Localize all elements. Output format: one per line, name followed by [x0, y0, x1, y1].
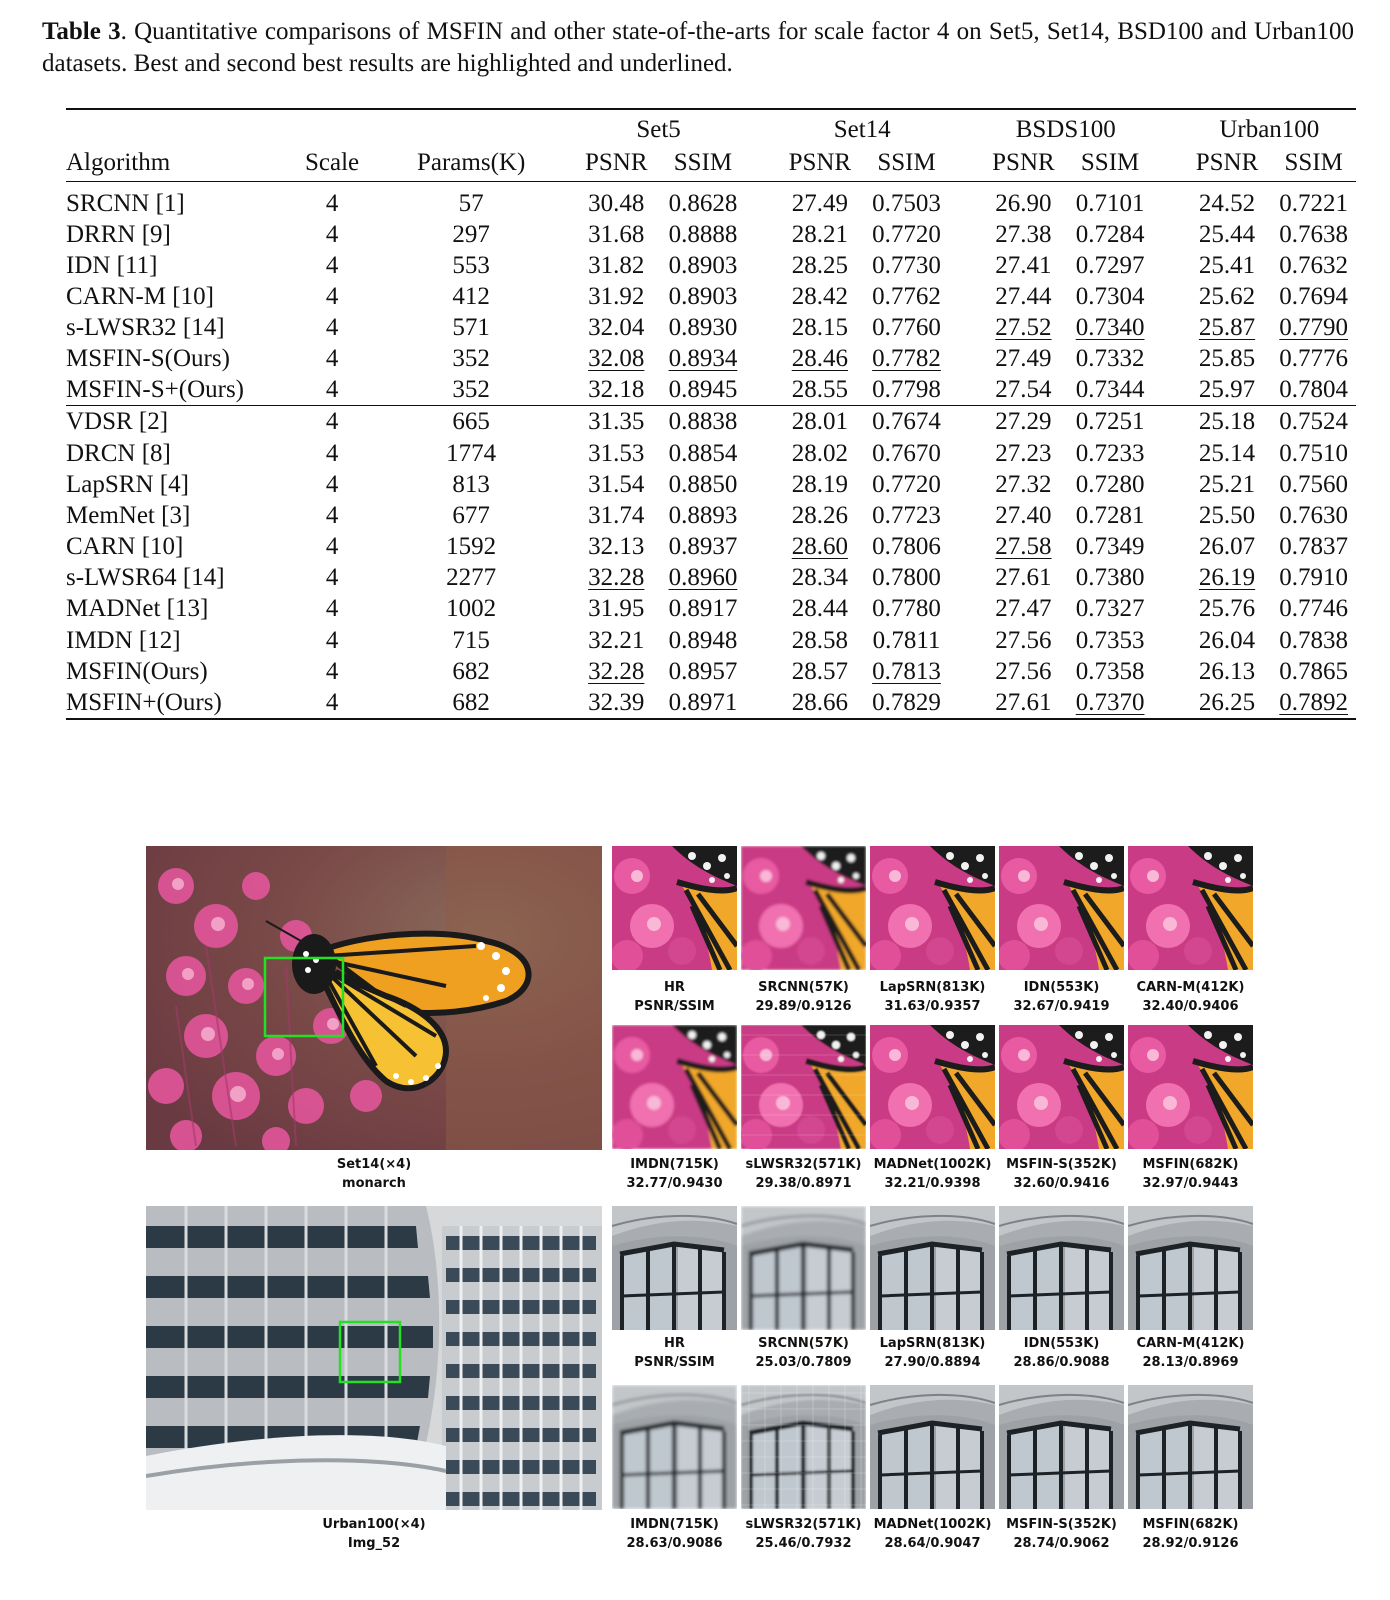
- scale-cell: 4: [325, 376, 339, 404]
- ssim-header: SSIM: [877, 149, 936, 177]
- psnr-cell: 25.41: [1198, 251, 1256, 279]
- psnr-cell: 25.18: [1183, 406, 1272, 438]
- scale-cell: 4: [325, 688, 339, 716]
- ssim-cell: 0.7380: [1075, 564, 1145, 592]
- ssim-cell: 0.7838: [1279, 626, 1349, 654]
- ssim-cell: 0.7720: [872, 470, 941, 498]
- psnr-cell: 26.04: [1198, 626, 1256, 654]
- method-label: HR: [664, 1336, 685, 1351]
- algorithm-cell: CARN-M [10]: [66, 282, 214, 310]
- crop-label: [1116, 978, 1265, 1016]
- psnr-cell: 27.32: [995, 470, 1052, 498]
- ssim-cell: 0.7670: [872, 439, 941, 467]
- score-label: 28.64/0.9047: [884, 1536, 981, 1551]
- ssim-cell: 0.7353: [1075, 626, 1145, 654]
- ssim-cell: 0.7332: [1075, 345, 1145, 373]
- psnr-cell: 27.56: [995, 626, 1052, 654]
- psnr-header: PSNR: [1195, 149, 1259, 177]
- score-label: 29.38/0.8971: [755, 1176, 852, 1191]
- psnr-cell: 24.52: [1198, 189, 1256, 217]
- method-label: IDN(553K): [1023, 980, 1100, 995]
- ssim-cell: 0.7694: [1279, 282, 1349, 310]
- table-label: Table 3: [42, 18, 121, 45]
- scale-cell: 4: [325, 314, 339, 342]
- ssim-cell: 0.8930: [668, 314, 738, 342]
- params-cell: 571: [452, 314, 490, 342]
- method-label: MSFIN(682K): [1142, 1517, 1239, 1532]
- scale-cell: 4: [325, 470, 339, 498]
- psnr-cell: 28.25: [791, 251, 848, 279]
- ssim-header: SSIM: [1080, 149, 1140, 177]
- crop-label: [600, 1515, 749, 1553]
- crop-image: [741, 1025, 866, 1149]
- algorithm-cell: MADNet [13]: [66, 595, 209, 623]
- ssim-cell: 0.7790: [1279, 314, 1349, 342]
- psnr-cell: 28.55: [791, 376, 848, 404]
- crop-image: [870, 1206, 995, 1330]
- psnr-cell: 32.28: [588, 564, 645, 592]
- ssim-cell: 0.7837: [1279, 533, 1349, 561]
- params-cell: 1774: [446, 439, 497, 467]
- crop-label: [729, 978, 878, 1016]
- algorithm-cell: CARN [10]: [66, 533, 184, 561]
- ssim-cell: 0.8945: [668, 376, 738, 404]
- dataset-header: Set5: [636, 116, 681, 143]
- method-label: IMDN(715K): [630, 1517, 719, 1532]
- crop-image: [999, 1025, 1124, 1149]
- crop-image: [1128, 846, 1253, 970]
- crop-image: [870, 1385, 995, 1509]
- params-cell: 665: [370, 406, 572, 438]
- psnr-cell: 32.18: [588, 376, 645, 404]
- crop-label: [858, 1515, 1007, 1553]
- ssim-cell: 0.8903: [668, 282, 738, 310]
- scale-cell: 4: [325, 626, 339, 654]
- psnr-cell: 28.60: [791, 533, 848, 561]
- psnr-cell: 27.58: [995, 533, 1052, 561]
- ssim-header: SSIM: [1284, 149, 1343, 177]
- crop-image: [612, 1206, 737, 1330]
- score-label: 28.92/0.9126: [1142, 1536, 1239, 1551]
- score-label: 32.67/0.9419: [1013, 999, 1110, 1014]
- psnr-cell: 31.95: [588, 595, 645, 623]
- ssim-cell: 0.7760: [872, 314, 941, 342]
- psnr-cell: 28.02: [791, 439, 848, 467]
- psnr-cell: 28.66: [791, 688, 848, 716]
- score-label: 32.97/0.9443: [1142, 1176, 1239, 1191]
- crop-label: [858, 1334, 1007, 1372]
- psnr-cell: 31.68: [588, 220, 645, 248]
- crop-image: [612, 846, 737, 970]
- psnr-cell: 32.28: [588, 657, 645, 685]
- ssim-cell: 0.8937: [668, 533, 738, 561]
- method-label: LapSRN(813K): [879, 1336, 986, 1351]
- ssim-cell: 0.8960: [668, 564, 738, 592]
- params-cell: 57: [458, 189, 484, 217]
- score-label: 28.63/0.9086: [626, 1536, 723, 1551]
- crop-label: [987, 1334, 1136, 1372]
- psnr-cell: 25.44: [1198, 220, 1256, 248]
- butterfly-photo: [146, 846, 602, 1150]
- algorithm-cell: MSFIN-S(Ours): [66, 345, 230, 373]
- method-label: SRCNN(57K): [758, 980, 849, 995]
- ssim-cell: 0.7806: [872, 533, 941, 561]
- crop-label: [729, 1515, 878, 1553]
- psnr-cell: 26.19: [1198, 564, 1256, 592]
- algorithm-header: Algorithm: [66, 149, 171, 177]
- psnr-cell: 27.52: [995, 314, 1052, 342]
- psnr-cell: 31.54: [588, 470, 645, 498]
- psnr-cell: 27.47: [995, 595, 1052, 623]
- algorithm-cell: s-LWSR64 [14]: [66, 564, 225, 592]
- psnr-cell: 27.29: [979, 406, 1068, 438]
- crop-image: [612, 1385, 737, 1509]
- psnr-cell: 28.57: [791, 657, 848, 685]
- method-label: MSFIN(682K): [1142, 1157, 1239, 1172]
- method-label: CARN-M(412K): [1136, 980, 1245, 995]
- crop-image: [999, 1385, 1124, 1509]
- psnr-cell: 25.50: [1198, 501, 1256, 529]
- params-cell: 412: [452, 282, 490, 310]
- crop-label: [1116, 1334, 1265, 1372]
- ssim-cell: 0.7297: [1075, 251, 1145, 279]
- params-cell: 297: [452, 220, 490, 248]
- psnr-header: PSNR: [584, 149, 648, 177]
- dataset-header: BSDS100: [1015, 116, 1116, 143]
- psnr-cell: 28.42: [791, 282, 848, 310]
- psnr-cell: 28.19: [791, 470, 848, 498]
- psnr-cell: 28.21: [791, 220, 848, 248]
- params-cell: 352: [452, 376, 490, 404]
- ssim-cell: 0.7221: [1279, 189, 1349, 217]
- crop-image: [741, 846, 866, 970]
- crop-label: [729, 1334, 878, 1372]
- psnr-cell: 28.44: [791, 595, 848, 623]
- psnr-cell: 27.49: [995, 345, 1052, 373]
- psnr-header: PSNR: [992, 149, 1055, 177]
- crop-label: [987, 1155, 1136, 1193]
- crop-image: [999, 1206, 1124, 1330]
- ssim-cell: 0.7344: [1075, 376, 1145, 404]
- psnr-cell: 32.04: [588, 314, 645, 342]
- ssim-cell: 0.8948: [668, 626, 738, 654]
- algorithm-cell: DRRN [9]: [66, 220, 171, 248]
- ssim-cell: 0.7762: [872, 282, 941, 310]
- psnr-cell: 28.15: [791, 314, 848, 342]
- ssim-cell: 0.7800: [872, 564, 941, 592]
- psnr-cell: 27.44: [995, 282, 1052, 310]
- ssim-cell: 0.7370: [1075, 688, 1145, 716]
- algorithm-cell: DRCN [8]: [66, 439, 171, 467]
- method-label: sLWSR32(571K): [745, 1517, 862, 1532]
- params-header: Params(K): [416, 149, 526, 177]
- ssim-cell: 0.7780: [872, 595, 941, 623]
- method-label: MSFIN-S(352K): [1006, 1157, 1117, 1172]
- crop-label: [600, 1334, 749, 1372]
- psnr-cell: 31.92: [588, 282, 645, 310]
- psnr-cell: 27.38: [995, 220, 1052, 248]
- score-label: PSNR/SSIM: [634, 999, 715, 1014]
- crop-image: [1128, 1385, 1253, 1509]
- psnr-cell: 32.08: [588, 345, 645, 373]
- ssim-cell: 0.7503: [872, 189, 941, 217]
- scale-cell: 4: [325, 564, 339, 592]
- algorithm-cell: MSFIN(Ours): [66, 657, 208, 685]
- psnr-cell: 31.74: [588, 501, 645, 529]
- psnr-cell: 32.21: [588, 626, 645, 654]
- psnr-cell: 26.90: [995, 189, 1052, 217]
- psnr-header: PSNR: [788, 149, 852, 177]
- score-label: 32.60/0.9416: [1013, 1176, 1110, 1191]
- score-label: 28.74/0.9062: [1013, 1536, 1110, 1551]
- ssim-cell: 0.8893: [668, 501, 738, 529]
- crop-label: [858, 1155, 1007, 1193]
- crop-label: [1116, 1515, 1265, 1553]
- scale-header: Scale: [304, 149, 360, 177]
- psnr-cell: 27.61: [995, 564, 1052, 592]
- crop-label: [858, 978, 1007, 1016]
- ssim-cell: 0.7723: [872, 501, 941, 529]
- psnr-cell: 31.53: [588, 439, 645, 467]
- dataset-header: Set14: [833, 116, 891, 143]
- ssim-cell: 0.7811: [872, 626, 941, 654]
- urban-image: [146, 1206, 602, 1510]
- ssim-cell: 0.8971: [668, 688, 738, 716]
- psnr-cell: 27.41: [995, 251, 1052, 279]
- psnr-cell: 28.26: [791, 501, 848, 529]
- algorithm-cell: MSFIN-S+(Ours): [66, 376, 245, 404]
- crop-image: [870, 846, 995, 970]
- caption-text: . Quantitative comparisons of MSFIN and other state-of-the-arts for scale factor 4 on Set5, Set14, BSD100 and Urban100 datasets. Best and second best results are highlighted and underlined.: [42, 18, 1354, 77]
- score-label: 32.40/0.9406: [1142, 999, 1239, 1014]
- params-cell: 1002: [446, 595, 497, 623]
- method-label: HR: [664, 980, 685, 995]
- ssim-cell: 0.7340: [1075, 314, 1145, 342]
- image-name-label: monarch: [342, 1176, 406, 1191]
- ssim-cell: 0.7776: [1279, 345, 1349, 373]
- psnr-cell: 25.14: [1198, 439, 1256, 467]
- psnr-cell: 32.39: [588, 688, 645, 716]
- params-cell: 715: [452, 626, 490, 654]
- score-label: 28.13/0.8969: [1142, 1355, 1239, 1370]
- method-label: IMDN(715K): [630, 1157, 719, 1172]
- ssim-cell: 0.7284: [1075, 220, 1145, 248]
- ssim-cell: 0.7524: [1271, 406, 1356, 438]
- ssim-cell: 0.7304: [1075, 282, 1145, 310]
- score-label: 25.03/0.7809: [755, 1355, 852, 1370]
- scale-cell: 4: [294, 406, 371, 438]
- ssim-cell: 0.7746: [1279, 595, 1349, 623]
- params-cell: 553: [452, 251, 490, 279]
- algorithm-cell: IMDN [12]: [66, 626, 181, 654]
- psnr-cell: 27.61: [995, 688, 1052, 716]
- method-label: CARN-M(412K): [1136, 1336, 1245, 1351]
- crop-label: [729, 1155, 878, 1193]
- ssim-cell: 0.7730: [872, 251, 941, 279]
- scale-cell: 4: [325, 595, 339, 623]
- algorithm-cell: LapSRN [4]: [66, 470, 189, 498]
- ssim-cell: 0.7782: [872, 345, 941, 373]
- params-cell: 1592: [446, 533, 497, 561]
- method-label: SRCNN(57K): [758, 1336, 849, 1351]
- ssim-cell: 0.7813: [872, 657, 941, 685]
- scale-cell: 4: [325, 439, 339, 467]
- crop-image: [741, 1206, 866, 1330]
- psnr-cell: 26.13: [1198, 657, 1256, 685]
- ssim-cell: 0.7280: [1075, 470, 1145, 498]
- psnr-cell: 28.46: [791, 345, 848, 373]
- psnr-cell: 31.82: [588, 251, 645, 279]
- scale-cell: 4: [325, 345, 339, 373]
- method-label: MADNet(1002K): [873, 1157, 992, 1172]
- method-label: MSFIN-S(352K): [1006, 1517, 1117, 1532]
- crop-label: [600, 978, 749, 1016]
- psnr-cell: 27.56: [995, 657, 1052, 685]
- building-photo: [146, 1206, 602, 1510]
- algorithm-cell: SRCNN [1]: [66, 189, 185, 217]
- scale-cell: 4: [325, 251, 339, 279]
- ssim-cell: 0.8957: [668, 657, 738, 685]
- score-label: 32.21/0.9398: [884, 1176, 981, 1191]
- ssim-cell: 0.8903: [668, 251, 738, 279]
- ssim-cell: 0.7630: [1279, 501, 1349, 529]
- scale-cell: 4: [325, 501, 339, 529]
- score-label: 29.89/0.9126: [755, 999, 852, 1014]
- psnr-cell: 26.07: [1198, 533, 1256, 561]
- method-label: sLWSR32(571K): [745, 1157, 862, 1172]
- psnr-cell: 30.48: [588, 189, 645, 217]
- ssim-cell: 0.7638: [1279, 220, 1349, 248]
- crop-image: [1128, 1206, 1253, 1330]
- params-cell: 682: [452, 688, 490, 716]
- scale-cell: 4: [325, 220, 339, 248]
- crop-image: [999, 846, 1124, 970]
- method-label: MADNet(1002K): [873, 1517, 992, 1532]
- score-label: 31.63/0.9357: [884, 999, 981, 1014]
- ssim-cell: 0.7804: [1279, 376, 1349, 404]
- scale-cell: 4: [325, 533, 339, 561]
- score-label: 25.46/0.7932: [755, 1536, 852, 1551]
- scale-cell: 4: [325, 282, 339, 310]
- psnr-cell: 25.21: [1198, 470, 1256, 498]
- ssim-cell: 0.8850: [668, 470, 738, 498]
- ssim-cell: 0.7798: [872, 376, 941, 404]
- ssim-cell: 0.8888: [668, 220, 738, 248]
- scale-cell: 4: [325, 189, 339, 217]
- psnr-cell: 27.54: [995, 376, 1052, 404]
- ssim-cell: 0.7101: [1075, 189, 1145, 217]
- params-cell: 682: [452, 657, 490, 685]
- params-cell: 813: [452, 470, 490, 498]
- ssim-cell: 0.7829: [872, 688, 941, 716]
- params-cell: 352: [452, 345, 490, 373]
- ssim-cell: 0.7281: [1075, 501, 1145, 529]
- ssim-cell: 0.7910: [1279, 564, 1349, 592]
- ssim-cell: 0.7327: [1075, 595, 1145, 623]
- params-cell: 2277: [446, 564, 497, 592]
- ssim-cell: 0.8934: [668, 345, 738, 373]
- score-label: 28.86/0.9088: [1013, 1355, 1110, 1370]
- psnr-cell: 28.58: [791, 626, 848, 654]
- crop-image: [612, 1025, 737, 1149]
- ssim-cell: 0.7560: [1279, 470, 1349, 498]
- algorithm-cell: VDSR [2]: [66, 406, 294, 438]
- psnr-cell: 25.85: [1198, 345, 1256, 373]
- algorithm-cell: MemNet [3]: [66, 501, 191, 529]
- dataset-name-label: Set14(×4): [336, 1157, 412, 1172]
- psnr-cell: 28.01: [776, 406, 865, 438]
- psnr-cell: 25.87: [1198, 314, 1256, 342]
- scale-cell: 4: [325, 657, 339, 685]
- ssim-cell: 0.7865: [1279, 657, 1349, 685]
- psnr-cell: 27.49: [791, 189, 848, 217]
- crop-image: [741, 1385, 866, 1509]
- ssim-cell: 0.7720: [872, 220, 941, 248]
- ssim-cell: 0.8628: [668, 189, 738, 217]
- ssim-header: SSIM: [673, 149, 733, 177]
- ssim-cell: 0.7674: [864, 406, 949, 438]
- method-label: LapSRN(813K): [879, 980, 986, 995]
- monarch-image: [146, 846, 602, 1150]
- psnr-cell: 25.97: [1198, 376, 1256, 404]
- psnr-cell: 26.25: [1198, 688, 1256, 716]
- score-label: 27.90/0.8894: [884, 1355, 981, 1370]
- crop-label: [1116, 1155, 1265, 1193]
- ssim-cell: 0.7892: [1279, 688, 1349, 716]
- method-label: IDN(553K): [1023, 1336, 1100, 1351]
- ssim-cell: 0.8854: [668, 439, 738, 467]
- ssim-cell: 0.7233: [1075, 439, 1145, 467]
- crop-image: [1128, 1025, 1253, 1149]
- ssim-cell: 0.7632: [1279, 251, 1349, 279]
- ssim-cell: 0.8917: [668, 595, 738, 623]
- ssim-cell: 0.7510: [1279, 439, 1349, 467]
- crop-label: [987, 978, 1136, 1016]
- image-name-label: Img_52: [347, 1536, 401, 1551]
- crop-image: [870, 1025, 995, 1149]
- psnr-cell: 28.34: [791, 564, 848, 592]
- psnr-cell: 25.62: [1198, 282, 1256, 310]
- algorithm-cell: MSFIN+(Ours): [66, 688, 222, 716]
- psnr-cell: 25.76: [1198, 595, 1256, 623]
- psnr-cell: 32.13: [588, 533, 645, 561]
- ssim-cell: 0.8838: [661, 406, 746, 438]
- psnr-cell: 27.23: [995, 439, 1052, 467]
- algorithm-cell: IDN [11]: [66, 251, 158, 279]
- crop-label: [600, 1155, 749, 1193]
- psnr-cell: 27.40: [995, 501, 1052, 529]
- params-cell: 677: [452, 501, 490, 529]
- score-label: PSNR/SSIM: [634, 1355, 715, 1370]
- algorithm-cell: s-LWSR32 [14]: [66, 314, 225, 342]
- crop-label: [987, 1515, 1136, 1553]
- ssim-cell: 0.7251: [1068, 406, 1153, 438]
- dataset-header: Urban100: [1219, 116, 1320, 143]
- ssim-cell: 0.7349: [1075, 533, 1145, 561]
- dataset-name-label: Urban100(×4): [322, 1517, 426, 1532]
- psnr-cell: 31.35: [572, 406, 661, 438]
- ssim-cell: 0.7358: [1075, 657, 1145, 685]
- score-label: 32.77/0.9430: [626, 1176, 723, 1191]
